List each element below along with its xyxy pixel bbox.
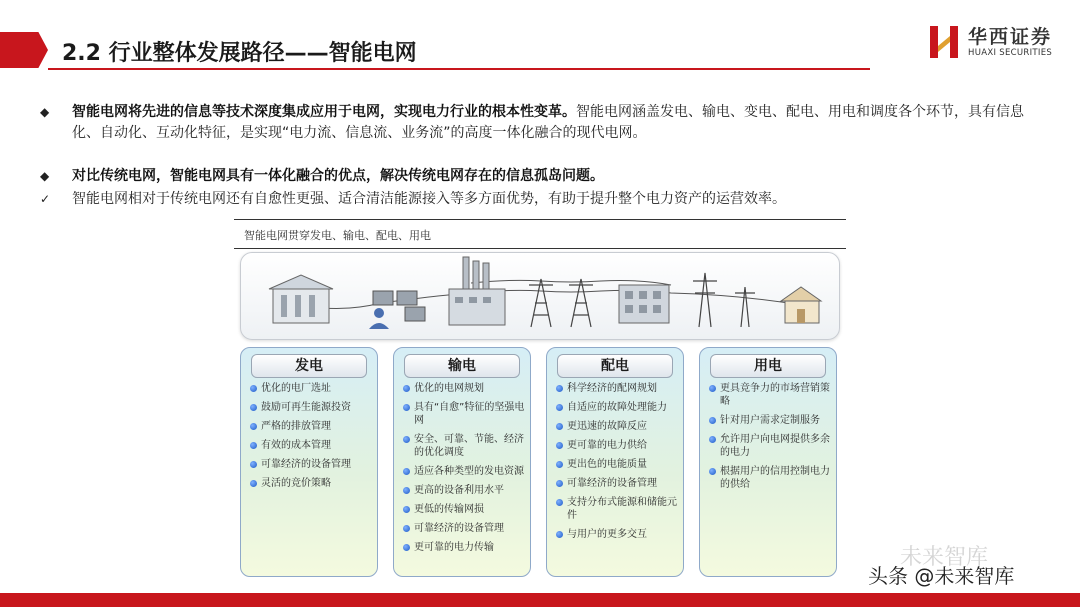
list-item: 更迅速的故障反应 — [555, 420, 679, 433]
list-item: 优化的电厂选址 — [249, 382, 373, 395]
figure-caption-bar — [234, 219, 846, 249]
list-item: 适应各种类型的发电资源 — [402, 465, 526, 478]
diamond-bullet-icon: ◆ — [40, 105, 50, 119]
watermark: 头条 @未来智库 — [868, 564, 1015, 588]
list-item: 可靠经济的设备管理 — [555, 477, 679, 490]
huaxi-logo-icon — [928, 24, 960, 60]
list-item: 与用户的更多交互 — [555, 528, 679, 541]
panel-title: 用电 — [710, 354, 826, 378]
list-item: 更可靠的电力传输 — [402, 541, 526, 554]
list-item: 允许用户向电网提供多余的电力 — [708, 433, 832, 459]
list-item: 具有“自愈”特征的坚强电网 — [402, 401, 526, 427]
list-item: 根据用户的信用控制电力的供给 — [708, 465, 832, 491]
list-item: 灵活的竞价策略 — [249, 477, 373, 490]
list-item: 更高的设备利用水平 — [402, 484, 526, 497]
bullet-text: 智能电网涵盖发电、输电、变电、配电、用电和调度各个环节，具有信息化、自动化、互动化特征，是实现“电力流、信息流、业务流”的高度一体化融合的现代电网。 — [72, 104, 1024, 141]
list-item: 自适应的故障处理能力 — [555, 401, 679, 414]
building-icon — [269, 275, 333, 323]
list-item: 更具竞争力的市场营销策略 — [708, 382, 832, 408]
list-item: 更低的传输网损 — [402, 503, 526, 516]
list-item: 安全、可靠、节能、经济的优化调度 — [402, 433, 526, 459]
bullet-bold-text: 智能电网将先进的信息等技术深度集成应用于电网，实现电力行业的根本性变革。 — [72, 104, 576, 120]
page-title: 2.2 行业整体发展路径——智能电网 — [62, 41, 417, 66]
panel-list — [249, 382, 373, 496]
list-item: 鼓励可再生能源投资 — [249, 401, 373, 414]
utility-pole-icon — [693, 273, 755, 327]
list-item: 针对用户需求定制服务 — [708, 414, 832, 427]
panel-title: 配电 — [557, 354, 673, 378]
bullet-bold-text: 对比传统电网，智能电网具有一体化融合的优点，解决传统电网存在的信息孤岛问题。 — [72, 168, 604, 184]
logo-chinese-name: 华西证券 — [968, 26, 1053, 48]
bullet-text: 智能电网相对于传统电网还有自愈性更强、适合清洁能源接入等多方面优势，有助于提升整个电力资产的运营效率。 — [72, 191, 786, 207]
substation-icon — [619, 285, 669, 323]
house-icon — [781, 287, 821, 323]
diamond-bullet-icon: ◆ — [40, 169, 50, 183]
panel-distribution — [546, 347, 684, 577]
panel-list — [708, 382, 832, 497]
panel-list — [402, 382, 526, 560]
footer-accent-bar — [0, 593, 1080, 607]
bullet-item — [40, 102, 1040, 144]
list-item: 更可靠的电力供给 — [555, 439, 679, 452]
grid-illustration — [240, 252, 840, 340]
company-logo — [928, 22, 1068, 64]
transmission-tower-icon — [529, 279, 593, 327]
list-item: 优化的电网规划 — [402, 382, 526, 395]
watermark-ghost: 未来智库 — [900, 545, 989, 570]
computer-terminals-icon — [369, 291, 425, 329]
title-accent-bar — [0, 32, 48, 68]
bullet-item — [40, 166, 1040, 187]
list-item: 有效的成本管理 — [249, 439, 373, 452]
panel-generation — [240, 347, 378, 577]
list-item: 科学经济的配网规划 — [555, 382, 679, 395]
power-grid-scene-icon — [241, 253, 839, 339]
power-plant-icon — [449, 257, 505, 325]
panel-title: 发电 — [251, 354, 367, 378]
list-item: 可靠经济的设备管理 — [402, 522, 526, 535]
logo-english-name: HUAXI SECURITIES — [968, 48, 1053, 58]
list-item: 更出色的电能质量 — [555, 458, 679, 471]
bullet-item — [40, 189, 1040, 210]
list-item: 可靠经济的设备管理 — [249, 458, 373, 471]
panel-transmission — [393, 347, 531, 577]
panel-consumption — [699, 347, 837, 577]
list-item: 支持分布式能源和储能元件 — [555, 496, 679, 522]
check-bullet-icon: ✓ — [40, 192, 51, 206]
panel-list — [555, 382, 679, 547]
list-item: 严格的排放管理 — [249, 420, 373, 433]
figure-caption: 智能电网贯穿发电、输电、配电、用电 — [244, 229, 431, 242]
title-divider — [48, 68, 870, 70]
panel-title: 输电 — [404, 354, 520, 378]
